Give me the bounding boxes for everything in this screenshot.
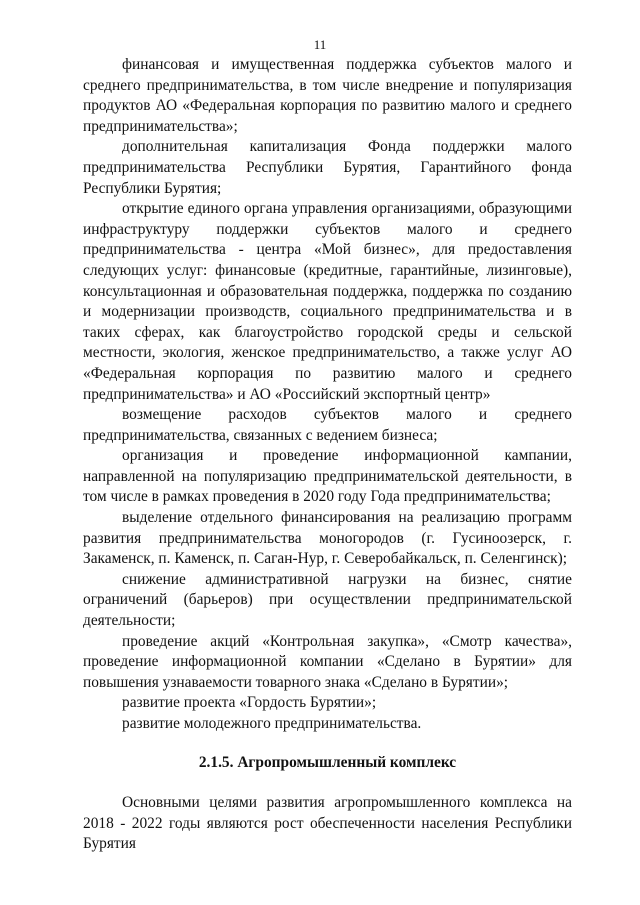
section-heading-agro: 2.1.5. Агропромышленный комплекс — [198, 753, 457, 771]
paragraph-agro-goals: Основными целями развития агропромышленного комплекса на 2018 - 2022 годы являются рост обеспеченности населения Республики Бурятия — [83, 794, 572, 853]
paragraph-administrative-burden: снижение административной нагрузки на бизнес, снятие ограничений (барьеров) при осуществлении предпринимательской деятельности; — [83, 570, 572, 630]
paragraph-youth-entrepreneurship: развитие молодежного предпринимательства. — [122, 715, 422, 732]
paragraph-expense-reimbursement: возмещение расходов субъектов малого и среднего предпринимательства, связанных с ведением бизнеса; — [83, 406, 572, 444]
paragraph-pride-project: развитие проекта «Гордость Бурятии»; — [122, 694, 377, 712]
paragraph-monotown-financing: выделение отдельного финансирования на реализацию программ развития предпринимательства моногородов (г. Гусиноозерск, г. Закаменск, п. Каменск, п. Саган-Нур, г. Северобайкальск, п. Селенгинск); — [83, 509, 572, 568]
paragraph-fund-capitalization: дополнительная капитализация Фонда поддержки малого предпринимательства Республики Бурятия, Гарантийного фонда Республики Бурятия; — [83, 138, 572, 197]
paragraph-my-business-center: открытие единого органа управления организациями, образующими инфраструктуру поддержки субъектов малого и среднего предпринимательства - центра «Мой бизнес», для предоставления следующих услуг: финансовые (кредитные, гарантийные, лизинговые), консультационная и образовательная поддержка, поддержка по созданию и модернизации производств, социального предпринимательства и в таких сферах, как благоустройство городской среды и сельской местности, экология, женское предпринимательство, а также услуг АО «Федеральная корпорация по развитию малого и среднего предпринимательства» и АО «Российский экспортный центр» — [83, 200, 572, 403]
page-number: 11 — [313, 37, 327, 52]
paragraph-financial-support: финансовая и имущественная поддержка субъектов малого и среднего предпринимательства, в том числе внедрение и популяризация продуктов АО «Федеральная корпорация по развитию малого и среднего предпринимательства»; — [83, 56, 572, 135]
paragraph-quality-actions: проведение акций «Контрольная закупка», «Смотр качества», проведение информационной компании «Сделано в Бурятии» для повышения узнаваемости товарного знака «Сделано в Бурятии»; — [83, 632, 572, 691]
paragraph-information-campaign: организация и проведение информационной кампании, направленной на популяризацию предпринимательской деятельности, в том числе в рамках проведения в 2020 году Года предпринимательства; — [83, 447, 572, 506]
page-body — [83, 55, 572, 855]
